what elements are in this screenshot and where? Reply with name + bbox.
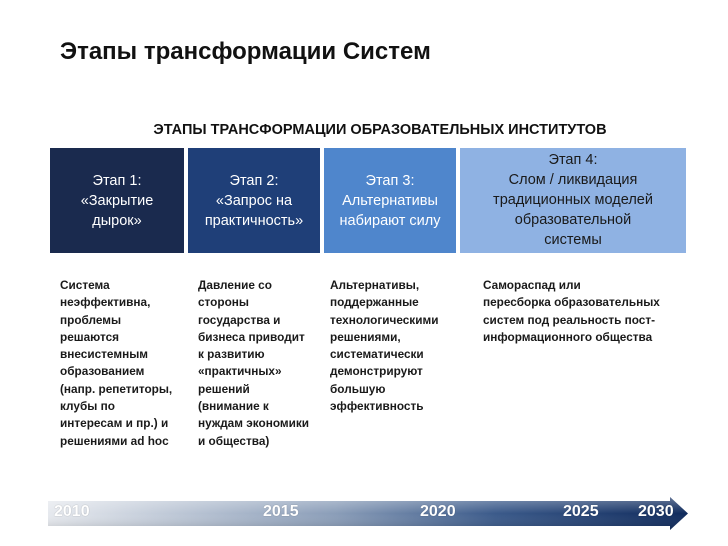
timeline-label-2030: 2030 — [638, 503, 674, 520]
timeline-label-2020: 2020 — [420, 503, 456, 520]
stage-1-label: Этап 1: «Закрытие дырок» — [80, 172, 154, 229]
timeline-label-2025: 2025 — [563, 503, 599, 520]
stage-2-label: Этап 2: «Запрос на практичность» — [204, 172, 304, 229]
stage-4-description: Самораспад или пересборка образовательных систем под реальность пост- информационного общества — [483, 278, 660, 344]
stage-4-label: Этап 4: Слом / ликвидация традиционных моделей образовательной системы — [493, 152, 653, 248]
diagram-subtitle: ЭТАПЫ ТРАНСФОРМАЦИИ ОБРАЗОВАТЕЛЬНЫХ ИНСТИТУТОВ — [153, 122, 607, 138]
stage-3-description: Альтернативы, поддержанные технологическими решениями, систематически демонстрируют большую эффективность — [330, 278, 439, 414]
page-title: Этапы трансформации Систем — [60, 38, 431, 65]
stage-4-box — [458, 146, 688, 255]
stage-1-description: Система неэффективна, проблемы решаются внесистемным образованием (напр. репетиторы, клубы по интересам и пр.) и решениями ad hoc — [60, 278, 173, 448]
stage-2-description: Давление со стороны государства и бизнеса приводит к развитию «практичных» решений (внимание к нуждам экономики и общества) — [198, 278, 310, 448]
stage-1-box — [48, 146, 186, 255]
stage-2-box — [186, 146, 322, 255]
timeline-label-2015: 2015 — [263, 503, 299, 520]
timeline-label-2010: 2010 — [54, 503, 90, 520]
stage-3-box — [322, 146, 458, 255]
stage-3-label: Этап 3: Альтернативы набирают силу — [339, 172, 441, 229]
